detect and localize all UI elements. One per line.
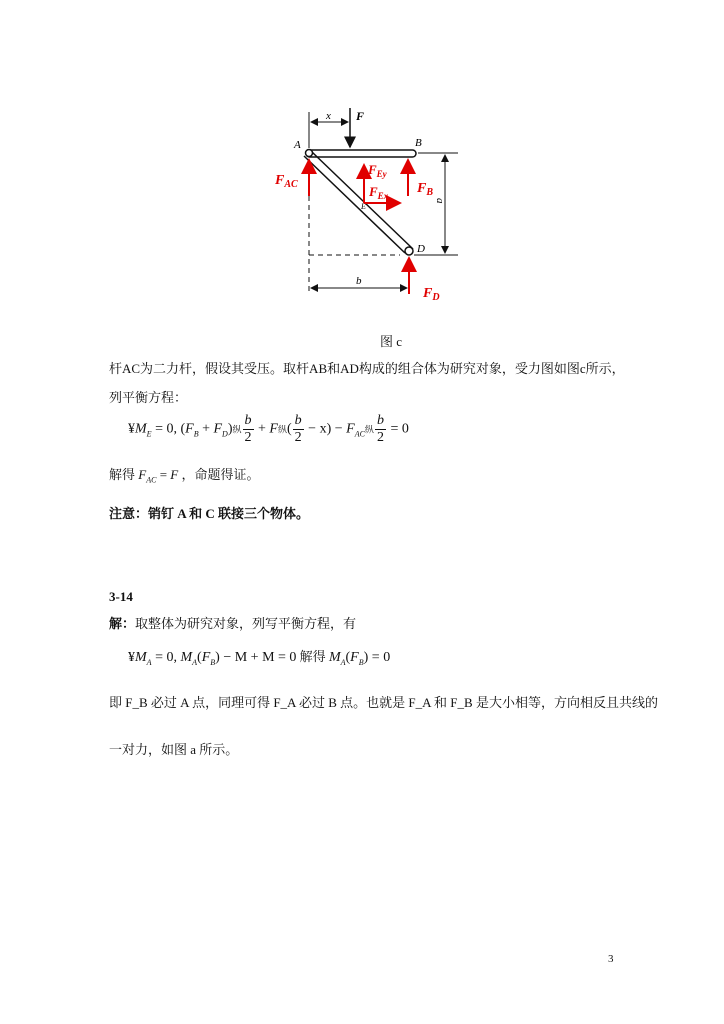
label-a: A (294, 139, 301, 151)
force-diagram (260, 100, 460, 300)
conclusion-line: 一对力，如图 a 所示。 (109, 742, 239, 757)
equation-moment-e: $¥M_E = 0$, $(F_B + F_D)$纵 $\frac{b}{2}$ + F纵( $\frac{b}{2}$ − $x) - F_{AC}$纵 $\frac{b}{2}$ = 0 (128, 413, 409, 445)
label-fey: $F_{Ey}$ (368, 162, 387, 179)
label-f: F (356, 109, 365, 123)
page-number: 3 (608, 953, 614, 965)
pin-a (306, 150, 313, 157)
note-line: 注意：销钉 A 和 C 联接三个物体。 (109, 506, 310, 521)
label-e: E (361, 202, 366, 211)
label-a-dim: a (434, 198, 446, 204)
solution-line: 解得 $F_{AC} = F$ ，命题得证。 (109, 467, 260, 485)
label-fac: $F_{AC}$ (275, 173, 298, 190)
label-b-dim: b (356, 275, 362, 287)
equation-moment-a: $¥M_A = 0$, $M_A(F_B) - M + M = 0$ 解得 $M_A(F_B) = 0$ (128, 649, 391, 667)
bar-ab (306, 150, 416, 157)
paragraph-line: 杆AC为二力杆，假设其受压。取杆AB和AD构成的组合体为研究对象，受力图如图c所示， (109, 361, 625, 376)
pin-d (405, 247, 413, 255)
label-x: x (326, 110, 331, 122)
label-fex: $F_{Ex}$ (369, 184, 389, 201)
solution-intro: 解：取整体为研究对象，列写平衡方程，有 (109, 616, 357, 631)
problem-number: 3-14 (109, 589, 133, 604)
figure-caption: 图 c (380, 334, 403, 349)
paragraph-line: 列平衡方程： (109, 390, 188, 405)
label-b: B (415, 137, 422, 149)
label-d: D (417, 243, 425, 255)
label-fd: $F_D$ (423, 286, 440, 300)
label-fb: $F_B$ (417, 181, 434, 198)
conclusion-line: 即 F_B 必过 A 点，同理可得 F_A 必过 B 点。也就是 F_A 和 F_B 是大小相等，方向相反且共线的 (109, 695, 658, 710)
